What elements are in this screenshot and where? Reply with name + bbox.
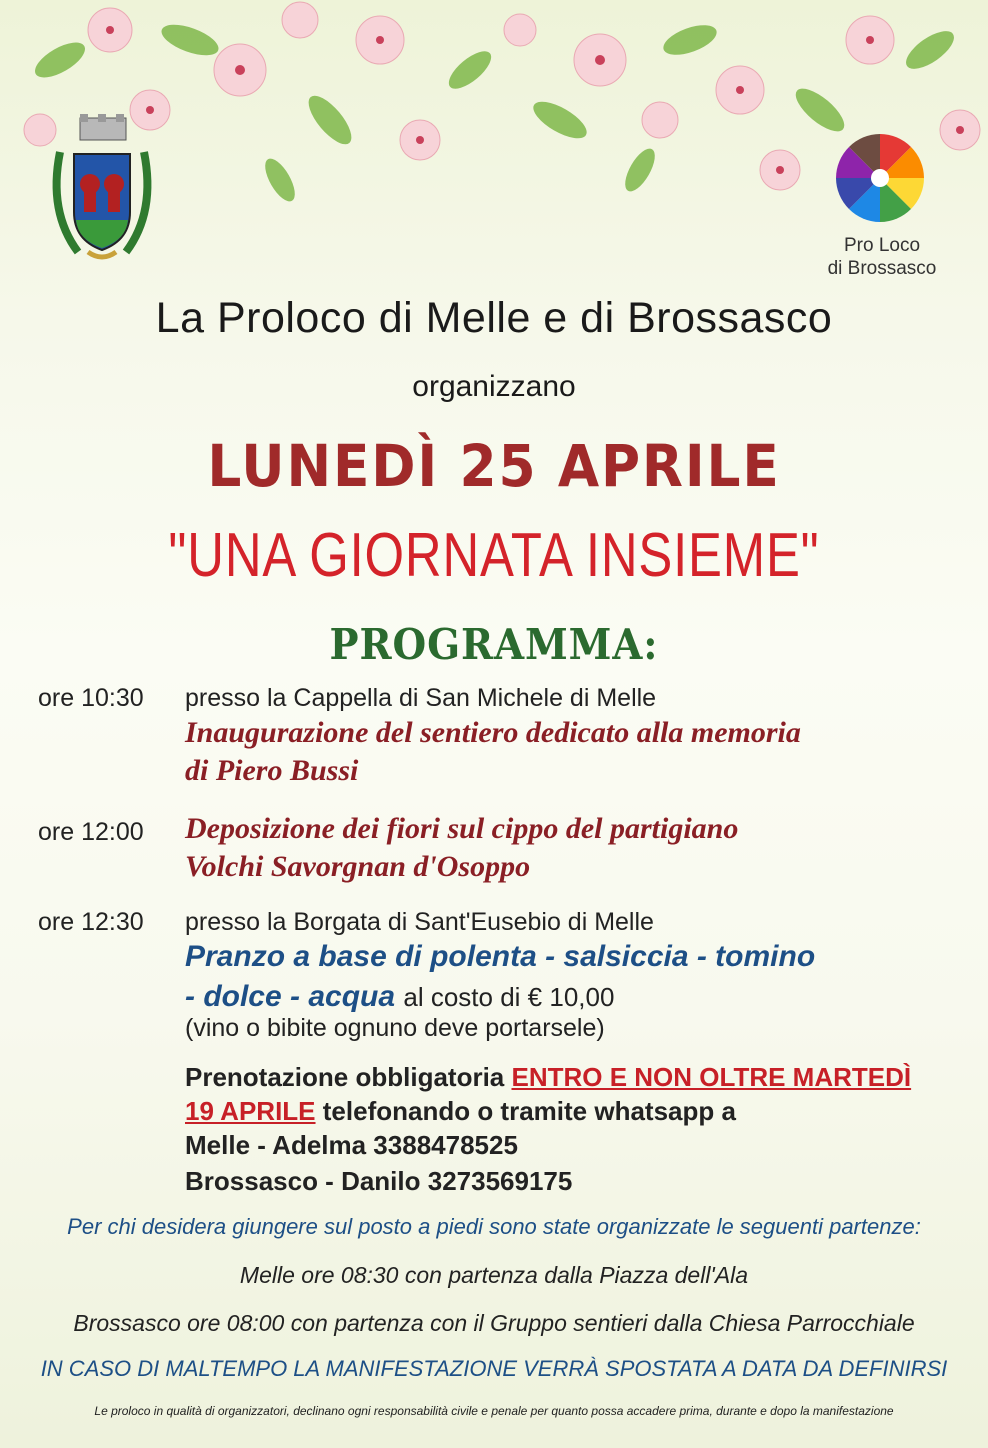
booking-deadline-line2: 19 APRILE: [185, 1096, 316, 1126]
logo-line-2: di Brossasco: [827, 258, 937, 279]
item3-drinks-note: (vino o bibite ognuno deve portarsele): [185, 1014, 605, 1042]
item2-time: ore 12:00: [38, 818, 144, 846]
booking-line1: [185, 1062, 911, 1093]
item3-menu-continued: - dolce - acqua: [185, 980, 396, 1013]
program-heading: PROGRAMMA:: [329, 620, 659, 669]
item1-time: ore 10:30: [38, 684, 144, 712]
event-date: LUNEDÌ 25 APRILE: [207, 432, 781, 500]
item3-time: ore 12:30: [38, 908, 144, 936]
item1-desc-line2: di Piero Bussi: [185, 754, 359, 787]
booking-line2: [185, 1096, 736, 1127]
pro-loco-logo-icon: [820, 130, 940, 250]
event-title: "UNA GIORNATA INSIEME": [168, 521, 820, 590]
item2-desc-line2: Volchi Savorgnan d'Osoppo: [185, 850, 531, 883]
municipal-crest-icon: [38, 112, 166, 284]
booking-via: telefonando o tramite whatsapp a: [322, 1096, 736, 1126]
item1-place: presso la Cappella di San Michele di Melle: [185, 684, 657, 712]
item1-desc-line1: Inaugurazione del sentiero dedicato alla memoria: [185, 716, 801, 749]
weather-notice: IN CASO DI MALTEMPO LA MANIFESTAZIONE VERRÀ SPOSTATA A DATA DA DEFINIRSI: [40, 1356, 948, 1381]
item3-cost: al costo di € 10,00: [403, 982, 615, 1012]
organizers-verb: organizzano: [412, 370, 576, 403]
item3-place: presso la Borgata di Sant'Eusebio di Melle: [185, 908, 654, 936]
logo-line-1: Pro Loco: [843, 235, 921, 256]
walks-intro: Per chi desidera giungere sul posto a piedi sono state organizzate le seguenti partenze:: [67, 1214, 921, 1239]
booking-contact-brossasco: Brossasco - Danilo 3273569175: [185, 1166, 573, 1196]
organizers-title: La Proloco di Melle e di Brossasco: [155, 294, 833, 342]
item3-menu-line1: Pranzo a base di polenta - salsiccia - tomino: [185, 940, 816, 973]
item2-desc-line1: Deposizione dei fiori sul cippo del partigiano: [185, 812, 739, 845]
booking-deadline-line1: ENTRO E NON OLTRE MARTEDÌ: [511, 1062, 912, 1092]
walks-melle: Melle ore 08:30 con partenza dalla Piazza dell'Ala: [239, 1262, 749, 1288]
walks-brossasco: Brossasco ore 08:00 con partenza con il Gruppo sentieri dalla Chiesa Parrocchiale: [73, 1310, 915, 1336]
booking-label: Prenotazione obbligatoria: [185, 1062, 505, 1092]
pro-loco-logo-text: [812, 234, 952, 280]
booking-contact-melle: Melle - Adelma 3388478525: [185, 1130, 518, 1160]
disclaimer: Le proloco in qualità di organizzatori, declinano ogni responsabilità civile e penale per quanto possa accadere prima, durante e dopo la manifestazione: [94, 1404, 894, 1418]
item3-menu-line2: [185, 980, 614, 1014]
